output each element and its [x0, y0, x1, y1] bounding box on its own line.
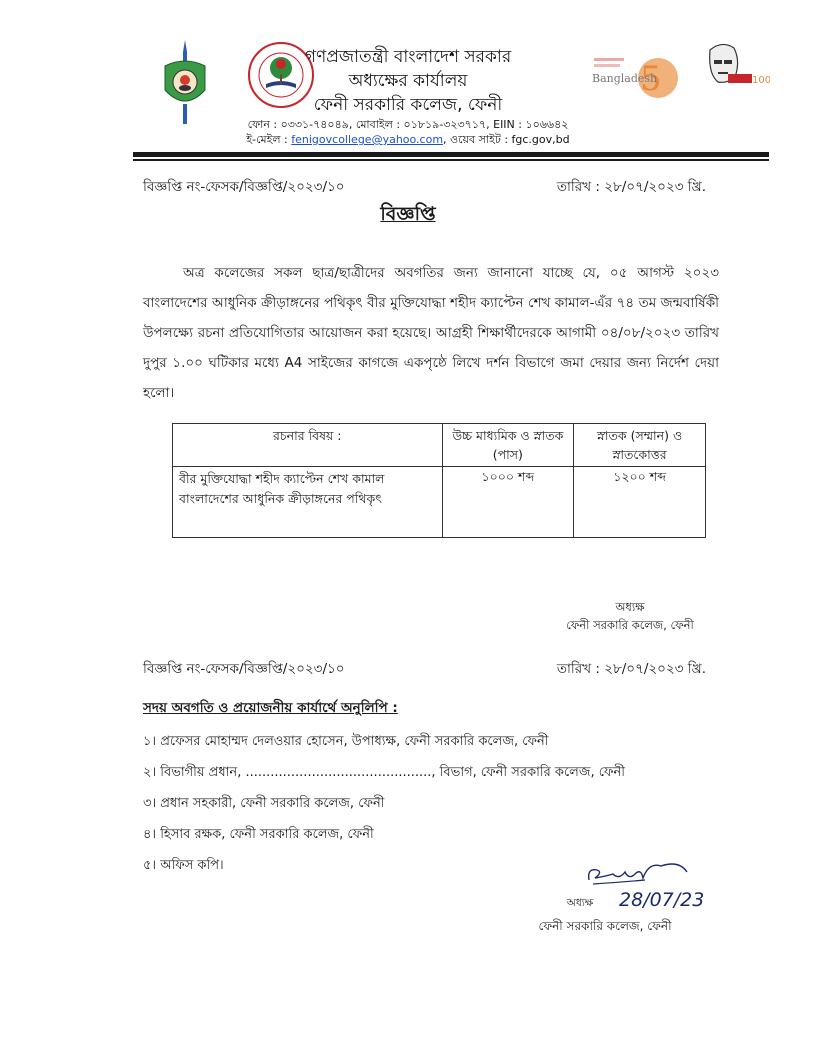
email-label: ই-মেইল :: [246, 133, 292, 146]
mujib-100-number: 100: [752, 75, 770, 86]
cell-honours-masters-limit: ১২০০ শব্দ: [574, 467, 706, 538]
notice-body-text: অত্র কলেজের সকল ছাত্র/ছাত্রীদের অবগতির জন্য জানানো যাচ্ছে যে, ০৫ আগস্ট ২০২৩ বাংলাদেশের আধুনিক ক্রীড়াঙ্গনের পথিকৃৎ বীর মুক্তিযোদ্ধা শহীদ ক্যাপ্টেন শেখ কামাল-এঁর ৭৪ তম জন্মবার্ষিকী উপলক্ষ্যে রচনা প্রতিযোগিতার আয়োজন করা হয়েছে। আগ্রহী শিক্ষার্থীদেরকে আগামী ০৪/০৮/২০২৩ তারিখ দুপুর ১.০০ ঘটিকার মধ্যে A4 সাইজের কাগজে একপৃষ্ঠে লিখে দর্শন বিভাগে জমা দেয়ার জন্য নির্দেশ দেয়া হলো।: [143, 265, 719, 401]
notice-date: তারিখ : ২৮/০৭/২০২৩ খ্রি.: [556, 179, 706, 195]
list-item: ৪। হিসাব রক্ষক, ফেনী সরকারি কলেজ, ফেনী: [143, 827, 374, 842]
header-divider-thin: [133, 159, 769, 161]
website-text: fgc.gov,bd: [511, 133, 570, 146]
email-website-line: [0, 131, 816, 150]
cell-hsc-pass-limit: ১০০০ শব্দ: [442, 467, 574, 538]
header-divider-thick: [133, 152, 769, 157]
header-topic: রচনার বিষয় :: [173, 424, 443, 467]
memo-number: বিজ্ঞপ্তি নং-ফেসক/বিজ্ঞপ্তি/২০২৩/১০: [143, 179, 345, 195]
college-name: ফেনী সরকারি কলেজ, ফেনী: [313, 95, 503, 115]
signatory-1-designation: অধ্যক্ষ: [615, 600, 645, 614]
government-title: গণপ্রজাতন্ত্রী বাংলাদেশ সরকার: [304, 47, 512, 67]
signatory-block-1: [540, 598, 720, 634]
bangladesh-50-label: Bangladesh: [592, 72, 658, 85]
header-honours-masters: স্নাতক (সম্মান) ও স্নাতকোত্তর: [574, 424, 706, 467]
copy-recipient-list: [143, 732, 625, 887]
signatory-2-designation: অধ্যক্ষ: [566, 897, 594, 909]
website-label: , ওয়েব সাইট :: [443, 133, 512, 146]
email-link[interactable]: fenigovcollege@yahoo.com: [291, 133, 444, 146]
list-item: ২। বিভাগীয় প্রধান, ............................................., বিভাগ, ফেনী সরকারি কলেজ, ফেনী: [143, 765, 626, 780]
essay-word-limit-table: [172, 423, 706, 538]
list-item: ৩। প্রধান সহকারী, ফেনী সরকারি কলেজ, ফেনী: [143, 796, 385, 811]
signature-date: 28/07/23: [619, 889, 703, 911]
table-header-row: [173, 424, 706, 467]
copy-memo-number: বিজ্ঞপ্তি নং-ফেসক/বিজ্ঞপ্তি/২০২৩/১০: [143, 661, 345, 677]
header-hsc-pass: উচ্চ মাধ্যমিক ও স্নাতক (পাস): [442, 424, 574, 467]
table-row: [173, 467, 706, 538]
notice-body: [143, 258, 719, 408]
svg-text:5: 5: [640, 59, 662, 99]
list-item: ১। প্রফেসর মোহাম্মদ দেলওয়ার হোসেন, উপাধ্যক্ষ, ফেনী সরকারি কলেজ, ফেনী: [143, 734, 549, 749]
copy-section-title: সদয় অবগতি ও প্রয়োজনীয় কার্যার্থে অনুলিপি :: [143, 700, 398, 716]
copy-date: তারিখ : ২৮/০৭/২০২৩ খ্রি.: [556, 661, 706, 677]
contact-line: ফোন : ০৩৩১-৭৪০৪৯, মোবাইল : ০১৮১৯-৩২৩৭১৭, EIIN : ১০৬৬৪২: [247, 118, 569, 131]
cell-topic: বীর মুক্তিযোদ্ধা শহীদ ক্যাপ্টেন শেখ কামাল বাংলাদেশের আধুনিক ক্রীড়াঙ্গনের পথিকৃৎ: [173, 467, 443, 538]
list-item: ৫। অফিস কপি।: [143, 858, 224, 873]
signatory-2-institution: ফেনী সরকারি কলেজ, ফেনী: [538, 919, 672, 933]
notice-title: বিজ্ঞপ্তি: [380, 203, 436, 225]
office-title: অধ্যক্ষের কার্যালয়: [348, 71, 468, 91]
signatory-1-institution: ফেনী সরকারি কলেজ, ফেনী: [566, 618, 694, 632]
